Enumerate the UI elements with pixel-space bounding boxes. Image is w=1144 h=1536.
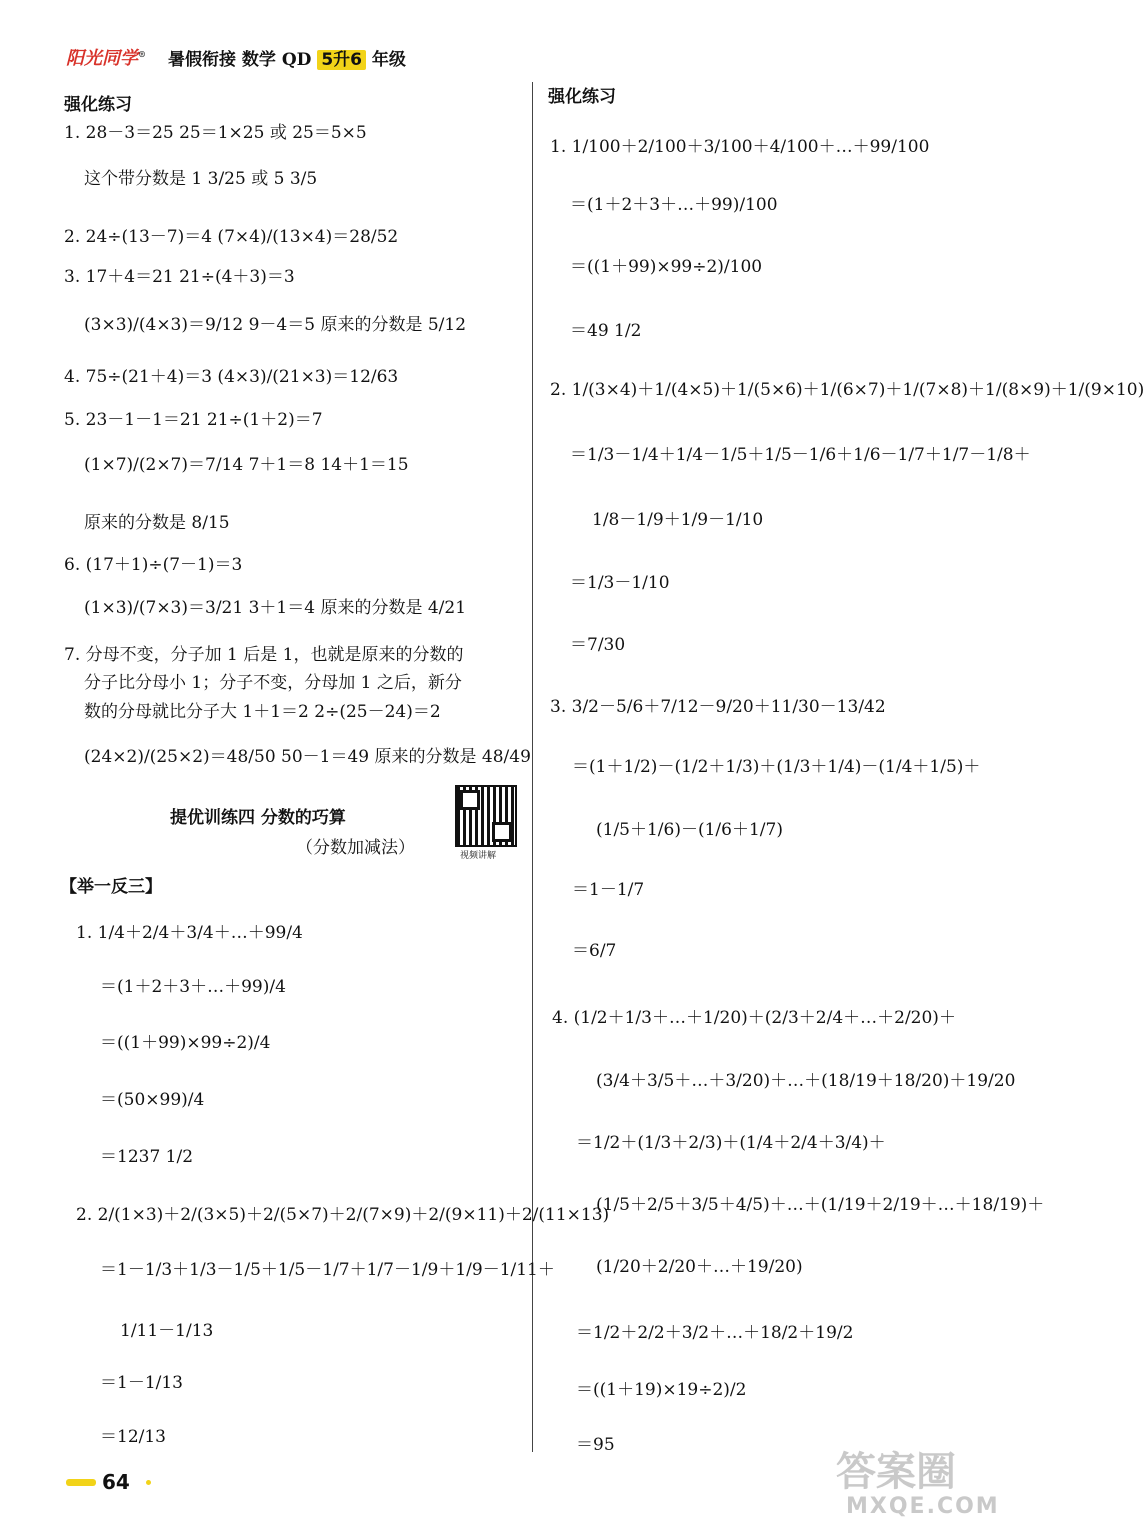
example-line-4: ＝(50×99)/4 <box>100 1090 205 1110</box>
right-line-9: ＝7/30 <box>570 635 626 655</box>
left-line-15: (24×2)/(25×2)＝48/50 50－1＝49 原来的分数是 48/49 <box>84 747 531 767</box>
left-line-7: 5. 23－1－1＝21 21÷(1＋2)＝7 <box>64 410 323 430</box>
brand-logo <box>66 44 146 70</box>
left-line-12: 7. 分母不变，分子加 1 后是 1，也就是原来的分数的 <box>64 645 464 665</box>
page-number: 64 <box>102 1470 130 1494</box>
right-line-14: ＝6/7 <box>572 941 617 961</box>
right-line-19: (1/20＋2/20＋…＋19/20) <box>596 1257 803 1277</box>
left-section-title: 强化练习 <box>64 95 132 115</box>
watermark: 答案圈 <box>836 1448 956 1495</box>
example-title: 【举一反三】 <box>60 877 162 897</box>
right-line-12: (1/5＋1/6)－(1/6＋1/7) <box>596 820 783 840</box>
left-line-14: 数的分母就比分子大 1＋1＝2 2÷(25－24)＝2 <box>84 702 441 722</box>
right-line-10: 3. 3/2－5/6＋7/12－9/20＋11/30－13/42 <box>550 697 886 717</box>
example-line-7: ＝1－1/3＋1/3－1/5＋1/5－1/7＋1/7－1/9＋1/9－1/11＋ <box>100 1260 555 1280</box>
left-line-10: 6. (17＋1)÷(7－1)＝3 <box>64 555 243 575</box>
training-title: 提优训练四 分数的巧算 <box>170 808 346 828</box>
grade-suffix: 年级 <box>371 50 406 70</box>
example-line-8: 1/11－1/13 <box>120 1321 214 1341</box>
right-line-16: (3/4＋3/5＋…＋3/20)＋…＋(18/19＋18/20)＋19/20 <box>596 1071 1016 1091</box>
right-line-15: 4. (1/2＋1/3＋…＋1/20)＋(2/3＋2/4＋…＋2/20)＋ <box>552 1008 956 1028</box>
right-line-21: ＝((1＋19)×19÷2)/2 <box>576 1380 747 1400</box>
left-line-13: 分子比分母小 1；分子不变，分母加 1 之后，新分 <box>84 673 462 693</box>
example-line-5: ＝1237 1/2 <box>100 1147 194 1167</box>
right-line-11: ＝(1＋1/2)－(1/2＋1/3)＋(1/3＋1/4)－(1/4＋1/5)＋ <box>572 757 981 777</box>
right-line-3: ＝((1＋99)×99÷2)/100 <box>570 257 763 277</box>
left-line-8: (1×7)/(2×7)＝7/14 7＋1＝8 14＋1＝15 <box>84 455 409 475</box>
example-line-2: ＝(1＋2＋3＋…＋99)/4 <box>100 977 286 997</box>
example-line-3: ＝((1＋99)×99÷2)/4 <box>100 1033 271 1053</box>
qr-code[interactable] <box>455 785 517 847</box>
header-title <box>168 45 406 70</box>
left-line-1: 1. 28－3＝25 25＝1×25 或 25＝5×5 <box>64 123 367 143</box>
watermark-site: MXQE.COM <box>846 1494 1000 1519</box>
right-line-8: ＝1/3－1/10 <box>570 573 670 593</box>
header-title-text: 暑假衔接 数学 QD <box>168 50 312 70</box>
example-line-6: 2. 2/(1×3)＋2/(3×5)＋2/(5×7)＋2/(7×9)＋2/(9×11)＋2/(11×13) <box>76 1205 610 1225</box>
right-line-22: ＝95 <box>576 1435 615 1455</box>
right-section-title: 强化练习 <box>548 87 616 107</box>
right-line-2: ＝(1＋2＋3＋…＋99)/100 <box>570 195 778 215</box>
right-line-6: ＝1/3－1/4＋1/4－1/5＋1/5－1/6＋1/6－1/7＋1/7－1/8＋ <box>570 445 1031 465</box>
right-line-17: ＝1/2＋(1/3＋2/3)＋(1/4＋2/4＋3/4)＋ <box>576 1133 886 1153</box>
example-line-9: ＝1－1/13 <box>100 1373 183 1393</box>
right-line-1: 1. 1/100＋2/100＋3/100＋4/100＋…＋99/100 <box>550 137 930 157</box>
example-line-10: ＝12/13 <box>100 1427 166 1447</box>
qr-caption: 视频讲解 <box>460 851 497 861</box>
left-line-3: 2. 24÷(13－7)＝4 (7×4)/(13×4)＝28/52 <box>64 227 399 247</box>
right-line-13: ＝1－1/7 <box>572 880 645 900</box>
example-line-1: 1. 1/4＋2/4＋3/4＋…＋99/4 <box>76 923 303 943</box>
column-divider <box>532 82 533 1452</box>
left-line-5: (3×3)/(4×3)＝9/12 9－4＝5 原来的分数是 5/12 <box>84 315 467 335</box>
trademark: ® <box>138 49 146 59</box>
page-dot <box>146 1480 151 1485</box>
left-line-11: (1×3)/(7×3)＝3/21 3＋1＝4 原来的分数是 4/21 <box>84 598 467 618</box>
grade-badge: 5升6 <box>317 50 366 70</box>
brand-text: 阳光同学 <box>66 48 138 69</box>
right-line-4: ＝49 1/2 <box>570 321 642 341</box>
right-line-20: ＝1/2＋2/2＋3/2＋…＋18/2＋19/2 <box>576 1323 854 1343</box>
left-line-6: 4. 75÷(21＋4)＝3 (4×3)/(21×3)＝12/63 <box>64 367 399 387</box>
right-line-18: (1/5＋2/5＋3/5＋4/5)＋…＋(1/19＋2/19＋…＋18/19)＋ <box>596 1195 1045 1215</box>
training-subtitle: （分数加减法） <box>296 838 415 858</box>
left-line-4: 3. 17＋4＝21 21÷(4＋3)＝3 <box>64 267 295 287</box>
left-line-9: 原来的分数是 8/15 <box>84 513 230 533</box>
left-line-2: 这个带分数是 1 3/25 或 5 3/5 <box>84 169 318 189</box>
page-bar <box>66 1479 96 1486</box>
right-line-7: 1/8－1/9＋1/9－1/10 <box>592 510 764 530</box>
right-line-5: 2. 1/(3×4)＋1/(4×5)＋1/(5×6)＋1/(6×7)＋1/(7×8)＋1/(8×9)＋1/(9×10) <box>550 380 1144 400</box>
